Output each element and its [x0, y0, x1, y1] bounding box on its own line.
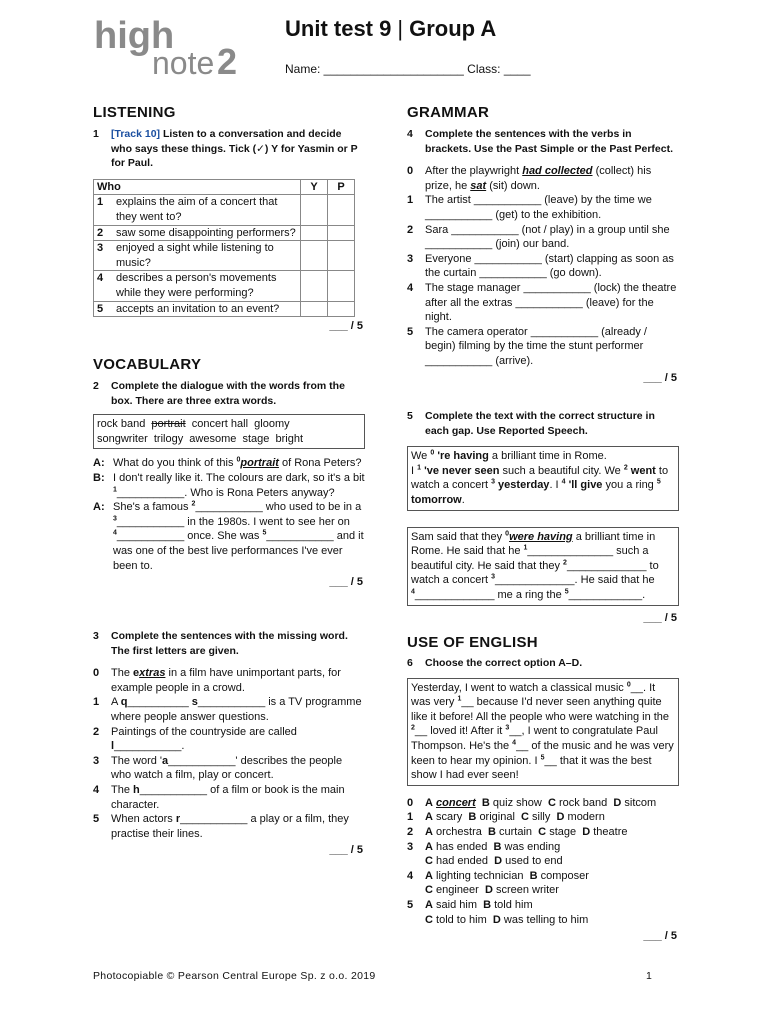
gap-number: 2	[623, 464, 628, 472]
section-heading: USE OF ENGLISH	[407, 634, 538, 651]
list-item	[407, 869, 679, 898]
text: ___________ of a film or book is the main character.	[111, 783, 345, 811]
text: The	[111, 783, 134, 796]
option-letter: A	[425, 869, 433, 882]
section-heading: VOCABULARY	[93, 356, 202, 373]
item-number: 0	[407, 796, 414, 809]
copyright-footer: Photocopiable © Pearson Central Europe Sp. z o.o. 2019	[93, 970, 376, 982]
item-text: The camera operator ___________ (already / begin) filming by the time the stunt performer ___________ (arrive).	[425, 325, 647, 367]
option-text: quiz show	[492, 796, 542, 809]
logo-word-note: note	[152, 45, 215, 81]
p-header: P	[328, 179, 355, 195]
text: The word '	[111, 754, 163, 767]
text: __ of the music and he was very keen to hear my opinion. I	[411, 739, 674, 767]
word-box-line	[97, 417, 361, 432]
list-item	[407, 325, 679, 369]
text: ___________ is a TV programme where people answer questions.	[111, 696, 362, 723]
list-item	[407, 840, 679, 869]
list-item	[93, 666, 365, 695]
exercise-number: 5	[407, 410, 413, 422]
item-number: 3	[407, 840, 414, 853]
text: you a ring	[602, 479, 657, 492]
gap-number: 1	[457, 695, 462, 703]
item-number: 1	[407, 811, 414, 824]
text: a brilliant time in Rome.	[488, 450, 607, 463]
listening-section	[93, 104, 365, 334]
item-number: 2	[407, 223, 414, 236]
gap-number: 0	[505, 529, 510, 537]
list-item	[407, 810, 679, 825]
who-header: Who	[94, 179, 301, 195]
gap-number: 5	[540, 753, 545, 761]
tick-cell-y[interactable]	[301, 301, 328, 317]
option-letter: D	[484, 884, 493, 897]
option-text: modern	[567, 811, 605, 824]
bold-phrase: 're having	[434, 450, 489, 463]
option-letter: A	[425, 811, 433, 824]
crossed-word: portrait	[151, 418, 186, 431]
gap-number: 1	[113, 485, 117, 493]
first-letter: r	[175, 813, 181, 826]
cloze-text-box	[407, 678, 679, 786]
text: in a film have unimportant parts, for example people in a crowd.	[111, 667, 341, 694]
item-number: 4	[93, 783, 100, 796]
row-number: 5	[97, 302, 104, 315]
exercise-instruction	[407, 656, 679, 671]
instruction-text: Complete the sentences with the missing word. The first letters are given.	[111, 630, 348, 657]
speaker: A:	[93, 501, 105, 514]
option-letter: B	[488, 825, 496, 838]
options-list	[407, 796, 679, 927]
text: I	[411, 464, 418, 477]
example-answer: had collected	[522, 165, 593, 178]
gap-number: 0	[236, 456, 241, 464]
listening-table	[93, 179, 355, 317]
text: (sit) down.	[486, 179, 540, 192]
text: A	[111, 696, 121, 709]
text: __ loved it! After it	[414, 725, 506, 738]
option-letter: C	[425, 855, 433, 868]
row-text: explains the aim of a concert that they went to?	[116, 196, 278, 223]
word-box-line: songwriter trilogy awesome stage bright	[97, 432, 304, 445]
first-letter: l	[111, 740, 115, 753]
item-number: 1	[407, 194, 414, 207]
example-answer: sat	[470, 179, 487, 192]
gap-number: 5	[564, 588, 569, 596]
text: ___________.	[114, 740, 185, 753]
bold-phrase: 've never seen	[421, 464, 500, 477]
first-letter: e	[133, 667, 140, 680]
option-text: curtain	[499, 825, 533, 838]
dialogue-line	[93, 471, 365, 500]
page-number: 1	[646, 970, 652, 982]
exercise-number: 4	[407, 128, 413, 140]
item-number: 5	[407, 325, 414, 338]
item-number: 0	[93, 667, 100, 680]
list-item	[407, 281, 679, 325]
words: concert hall gloomy	[185, 418, 290, 431]
gap-number: 0	[430, 449, 435, 457]
option-letter: D	[494, 855, 503, 868]
option-letter: C	[521, 811, 529, 824]
option-letter: B	[468, 811, 477, 824]
gap-number: 1	[417, 464, 422, 472]
item-number: 0	[407, 165, 414, 178]
option-text: lighting technician	[436, 869, 524, 882]
bold-phrase: yesterday	[495, 479, 550, 492]
score-box: ___ / 5	[329, 576, 363, 589]
text: Sam said that they	[411, 530, 506, 543]
list-item	[407, 164, 679, 193]
option-letter: D	[613, 796, 622, 809]
gap-number: 4	[113, 529, 117, 537]
option-letter: C	[547, 796, 556, 809]
section-heading: GRAMMAR	[407, 104, 490, 121]
score-box: ___ / 5	[643, 371, 677, 384]
tick-cell-y[interactable]	[301, 195, 328, 225]
example-answer: portrait	[240, 457, 279, 470]
exercise-instruction	[93, 629, 365, 658]
text: ___________. Who is Rona Peters anyway?	[116, 486, 335, 499]
score-box: ___ / 5	[643, 930, 677, 943]
option-text: original	[479, 811, 515, 824]
text: Paintings of the countryside are called	[111, 725, 297, 738]
table-header-row	[94, 179, 355, 195]
option-letter: B	[529, 869, 538, 882]
bold-phrase: 'll give	[565, 479, 603, 492]
text: of Rona Peters?	[278, 457, 362, 470]
section-heading: LISTENING	[93, 104, 176, 121]
option-text: sitcom	[624, 796, 657, 809]
example-answer: concert	[436, 796, 476, 809]
text: _____________ me a ring the	[414, 588, 565, 601]
item-number: 3	[93, 754, 100, 767]
row-number: 2	[97, 226, 104, 239]
row-text: saw some disappointing performers?	[116, 226, 296, 239]
text: . I	[549, 479, 562, 492]
exercise-3-section	[93, 629, 365, 858]
gap-number: 5	[262, 529, 267, 537]
y-header: Y	[301, 179, 328, 195]
option-letter: C	[425, 913, 433, 926]
list-item	[93, 783, 365, 812]
tick-cell-p[interactable]	[328, 195, 355, 225]
exercise-instruction	[93, 379, 365, 408]
example-answer: xtras	[139, 667, 166, 680]
text: __, I went to congratulate Paul Thompson. He's the	[411, 725, 658, 752]
option-text: had ended	[436, 855, 489, 868]
gap-number: 3	[491, 573, 495, 581]
text: a brilliant time in Rome. He said that he	[411, 530, 656, 558]
text: __ because I'd never seen anything quite like it before! All the people who were watching in the	[411, 696, 670, 723]
vocabulary-section	[93, 356, 365, 590]
gap-number: 3	[491, 478, 495, 486]
bold-phrase: went	[627, 464, 656, 477]
text: We	[411, 450, 431, 463]
text: ___________ once. She was	[116, 530, 263, 543]
score-box: ___ / 5	[329, 844, 363, 857]
exercise-number: 2	[93, 380, 99, 392]
option-text: rock band	[558, 796, 608, 809]
table-row	[94, 241, 355, 271]
list-item	[407, 898, 679, 927]
grammar-section	[407, 104, 679, 385]
option-text: composer	[540, 869, 589, 882]
text: ___________ in the 1980s. I went to see her on	[116, 515, 350, 528]
option-text: engineer	[436, 884, 479, 897]
gap-number: 5	[656, 478, 661, 486]
text: ___________ who used to be in a	[195, 501, 362, 514]
instruction-text: Complete the dialogue with the words from the box. There are three extra words.	[111, 380, 345, 407]
list-item	[93, 695, 365, 724]
option-letter: D	[582, 825, 591, 838]
exercise-instruction	[407, 409, 679, 438]
speaker: B:	[93, 471, 105, 484]
item-number: 4	[407, 281, 414, 294]
title-unit: Unit test 9	[285, 16, 392, 41]
reported-speech-box	[407, 527, 679, 606]
list-item	[407, 193, 679, 222]
item-text: The artist ___________ (leave) by the time we ___________ (get) to the exhibition.	[425, 194, 652, 221]
text: I don't really like it. The colours are dark, so it's a bit	[113, 471, 365, 484]
text: ___________ and it was one of the best live performances I've ever been to.	[113, 530, 364, 572]
first-letter: s	[191, 696, 198, 709]
option-letter: A	[425, 840, 433, 853]
text: When actors	[111, 813, 176, 826]
list-item	[407, 223, 679, 252]
option-letter: D	[556, 811, 565, 824]
option-text: told him	[494, 898, 533, 911]
text: .	[461, 493, 465, 506]
item-text: The stage manager ___________ (lock) the theatre after all the extras ___________ (leave) for the night.	[425, 281, 677, 324]
option-text: was telling to him	[503, 913, 589, 926]
bold-phrase: tomorrow	[411, 493, 462, 506]
high-note-logo	[94, 12, 254, 82]
item-number: 4	[407, 869, 414, 882]
text: _____________. He said that he	[495, 574, 655, 587]
text: What do you think of this	[113, 457, 237, 470]
option-letter: B	[493, 840, 502, 853]
instruction-text: Listen to a conversation and decide who says these things. Tick (✓) Y for Yasmin or P for Paul.	[111, 128, 358, 170]
row-number: 1	[97, 196, 104, 209]
text: The	[111, 667, 134, 680]
option-text: was ending	[504, 840, 561, 853]
exercise-instruction	[407, 127, 679, 156]
example-answer: were having	[509, 530, 573, 543]
option-letter: A	[425, 898, 433, 911]
score-box: ___ / 5	[643, 611, 677, 624]
table-row	[94, 225, 355, 241]
text: ____________.	[568, 588, 646, 601]
option-letter: D	[492, 913, 501, 926]
instruction-text: Choose the correct option A–D.	[425, 657, 583, 669]
dialogue	[93, 456, 365, 573]
track-label: [Track 10]	[111, 128, 161, 140]
text: __________	[127, 696, 192, 709]
row-number: 3	[97, 242, 104, 255]
text: __ that it was the best show I had ever seen!	[411, 754, 652, 782]
tick-cell-p[interactable]	[328, 225, 355, 241]
text: (collect) his prize, he	[425, 165, 652, 192]
option-letter: B	[481, 796, 490, 809]
logo-number: 2	[217, 41, 238, 82]
instruction-text: Complete the sentences with the verbs in brackets. Use the Past Simple or the Past Perfect.	[425, 128, 674, 155]
dialogue-line	[93, 456, 365, 471]
text: ______________ such a beautiful city. He said that they	[411, 545, 649, 572]
tick-cell-p[interactable]	[328, 271, 355, 301]
option-text: theatre	[593, 825, 628, 838]
tick-cell-y[interactable]	[301, 241, 328, 271]
list-item	[93, 754, 365, 783]
tick-cell-y[interactable]	[301, 271, 328, 301]
option-text: screen writer	[495, 884, 559, 897]
direct-speech-box	[407, 446, 679, 510]
option-letter: C	[425, 884, 433, 897]
first-letter: a	[162, 754, 169, 767]
list-item	[407, 796, 679, 811]
gap-number: 2	[411, 724, 415, 732]
text: After the playwright	[425, 165, 523, 178]
name-class-line: Name: _____________________ Class: ____	[285, 62, 531, 76]
gap-number: 4	[512, 739, 517, 747]
option-text: told to him	[436, 913, 487, 926]
list-item	[93, 812, 365, 841]
words: rock band	[97, 418, 152, 431]
option-text: has ended	[436, 840, 488, 853]
row-text: enjoyed a sight while listening to music?	[116, 242, 274, 269]
text: ___________' describes the people who watch a film, play or concert.	[111, 754, 343, 782]
word-box	[93, 414, 365, 449]
speaker: A:	[93, 457, 105, 470]
row-text: describes a person's movements while they were performing?	[116, 272, 277, 299]
text: ___________ a play or a film, they practise their lines.	[111, 813, 349, 840]
score-box: ___ / 5	[329, 320, 363, 333]
option-letter: B	[483, 898, 492, 911]
first-letter: q	[120, 696, 128, 709]
tick-cell-y[interactable]	[301, 225, 328, 241]
option-text: stage	[549, 825, 577, 838]
text: Yesterday, I went to watch a classical music	[411, 681, 627, 694]
exercise-number: 3	[93, 630, 99, 642]
gap-number: 2	[563, 559, 567, 567]
gap-number: 1	[523, 544, 528, 552]
list-item	[407, 252, 679, 281]
option-text: used to end	[505, 855, 563, 868]
option-text: scary	[436, 811, 463, 824]
option-letter: C	[538, 825, 547, 838]
exercise-5-section	[407, 409, 679, 625]
title-group: Group A	[409, 16, 497, 41]
row-text: accepts an invitation to an event?	[116, 302, 280, 315]
option-text: silly	[532, 811, 551, 824]
option-letter: A	[425, 796, 433, 809]
option-text: orchestra	[436, 825, 482, 838]
use-of-english-section	[407, 634, 679, 944]
item-text: Everyone ___________ (start) clapping as soon as the curtain ___________ (go down).	[425, 252, 674, 280]
gap-number: 3	[113, 515, 117, 523]
list-item	[407, 825, 679, 840]
text: __. It was very	[411, 681, 656, 709]
exercise-number: 1	[93, 128, 99, 140]
logo-word-high: high	[94, 15, 175, 57]
item-text: Sara ___________ (not / play) in a group until she ___________ (join) our band.	[425, 223, 670, 251]
table-row	[94, 301, 355, 317]
item-number: 2	[93, 725, 100, 738]
text: to watch a concert	[411, 464, 669, 492]
tick-cell-p[interactable]	[328, 241, 355, 271]
first-letter: h	[133, 783, 140, 796]
gap-number: 4	[561, 478, 566, 486]
gap-number: 4	[411, 588, 415, 596]
item-number: 2	[407, 825, 414, 838]
gap-number: 0	[626, 680, 631, 688]
gap-number: 2	[191, 500, 196, 508]
text: such a beautiful city. We	[499, 464, 624, 477]
text: She's a famous	[113, 501, 192, 514]
option-text: said him	[436, 898, 477, 911]
item-number: 3	[407, 252, 414, 265]
option-letter: A	[425, 825, 433, 838]
table-row	[94, 195, 355, 225]
exercise-number: 6	[407, 657, 413, 669]
item-number: 5	[93, 813, 100, 826]
dialogue-line	[93, 500, 365, 573]
exercise-instruction	[93, 127, 365, 171]
page-title	[285, 16, 496, 42]
title-separator: |	[397, 16, 404, 41]
table-row	[94, 271, 355, 301]
instruction-text: Complete the text with the correct structure in each gap. Use Reported Speech.	[425, 410, 655, 437]
gap-number: 3	[505, 724, 510, 732]
item-number: 5	[407, 898, 414, 911]
list-item	[93, 725, 365, 754]
tick-cell-p[interactable]	[328, 301, 355, 317]
text: _____________ to watch a concert	[411, 559, 659, 587]
item-number: 1	[93, 696, 100, 709]
row-number: 4	[97, 272, 104, 285]
